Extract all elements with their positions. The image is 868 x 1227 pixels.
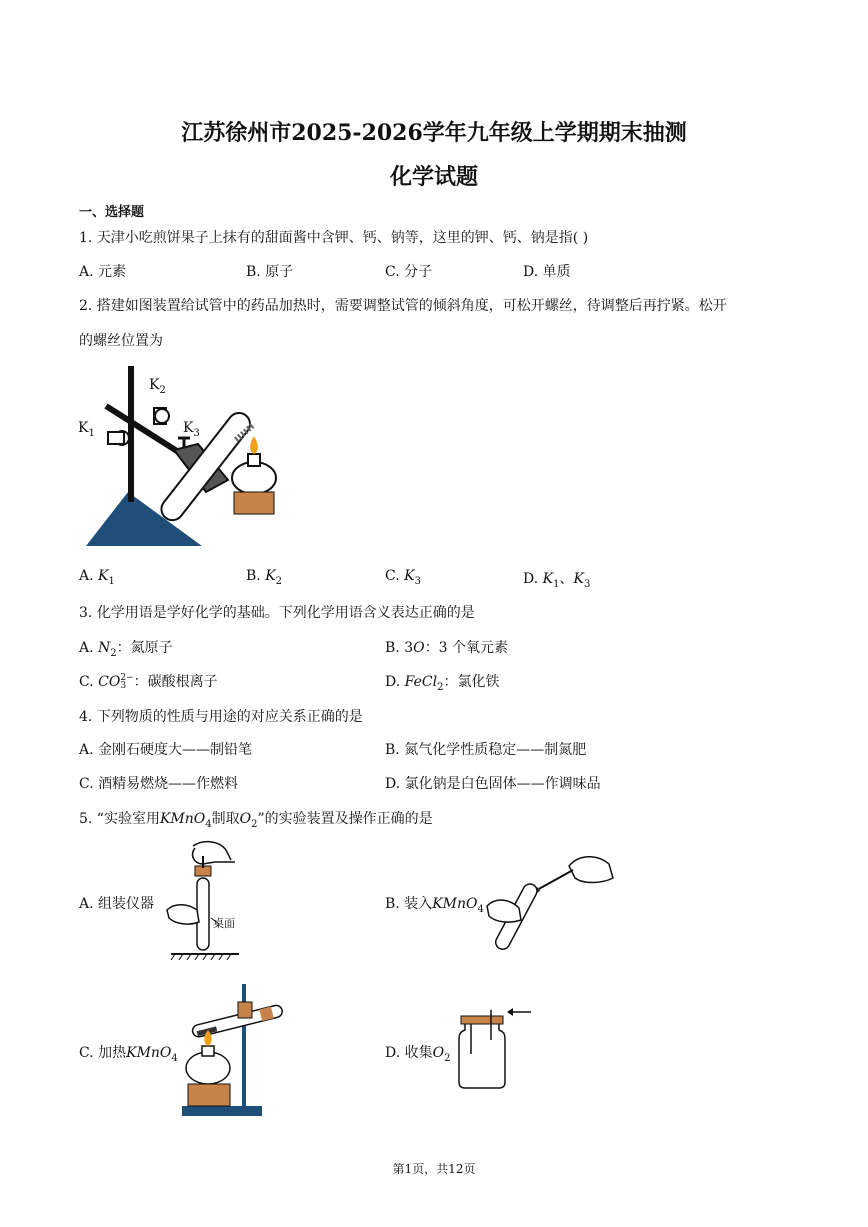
q1-option-b: B. 原子: [246, 264, 294, 280]
q5-option-b: B. 装入KMnO$_4$: [385, 896, 484, 915]
q3-option-b: B. 3O：3 个氧元素: [385, 640, 508, 656]
q4-stem: 4. 下列物质的性质与用途的对应关系正确的是: [79, 709, 363, 725]
label-k1: $K_1$: [78, 420, 95, 439]
document-title: 江苏徐州市2025-2026学年九年级上学期期末抽测: [181, 120, 687, 146]
q2-option-a: A. $K_1$: [79, 568, 115, 587]
q1-option-d: D. 单质: [523, 264, 571, 280]
q3-stem: 3. 化学用语是学好化学的基础。下列化学用语含义表达正确的是: [79, 605, 475, 621]
q2-stem-line1: 2. 搭建如图装置给试管中的药品加热时，需要调整试管的倾斜角度，可松开螺丝，待调整后再拧紧。松开: [79, 298, 727, 314]
q2-option-d: D. $K_1$、$K_3$: [523, 571, 591, 590]
q4-option-c: C. 酒精易燃烧——作燃料: [79, 776, 239, 792]
q3-option-a: A. $N_2$：氮原子: [79, 640, 173, 659]
q2-stem-line2: 的螺丝位置为: [79, 333, 163, 349]
q5-option-a: A. 组装仪器: [79, 896, 155, 912]
q3-option-c: C. CO 2− 3 ：碳酸根离子: [79, 673, 218, 691]
q2-option-b: B. $K_2$: [246, 568, 283, 587]
page-footer: 第1页，共12页: [392, 1162, 476, 1176]
label-k3: $K_3$: [183, 420, 200, 439]
q5-figure-b-fill: [485, 848, 617, 954]
q4-option-b: B. 氮气化学性质稳定——制氮肥: [385, 742, 587, 758]
label-k2: $K_2$: [149, 377, 166, 396]
q3-option-d: D. FeCl$_2$：氯化铁: [385, 674, 500, 693]
q1-stem: 1. 天津小吃煎饼果子上抹有的甜面酱中含钾、钙、钠等，这里的钾、钙、钠是指( ): [79, 230, 589, 246]
q5-stem: 5. “实验室用KMnO$_4$制取$O_2$”的实验装置及操作正确的是: [79, 811, 433, 830]
q2-iron-stand-figure: [78, 362, 288, 552]
label-table: 桌面: [213, 917, 235, 930]
q1-option-a: A. 元素: [79, 264, 127, 280]
document-subtitle: 化学试题: [389, 164, 478, 190]
q2-option-c: C. $K_3$: [385, 568, 421, 587]
q4-option-d: D. 氯化钠是白色固体——作调味品: [385, 776, 601, 792]
q5-option-c: C. 加热KMnO$_4$: [79, 1045, 178, 1064]
section-heading: 一、选择题: [79, 205, 145, 220]
q5-option-d: D. 收集$O_2$: [385, 1045, 451, 1064]
q5-figure-c-heat: [178, 980, 288, 1118]
q1-option-c: C. 分子: [385, 264, 433, 280]
q4-option-a: A. 金刚石硬度大——制铅笔: [79, 742, 253, 758]
q5-figure-a-assemble: [165, 838, 245, 963]
q5-figure-d-collect: [455, 1004, 537, 1090]
